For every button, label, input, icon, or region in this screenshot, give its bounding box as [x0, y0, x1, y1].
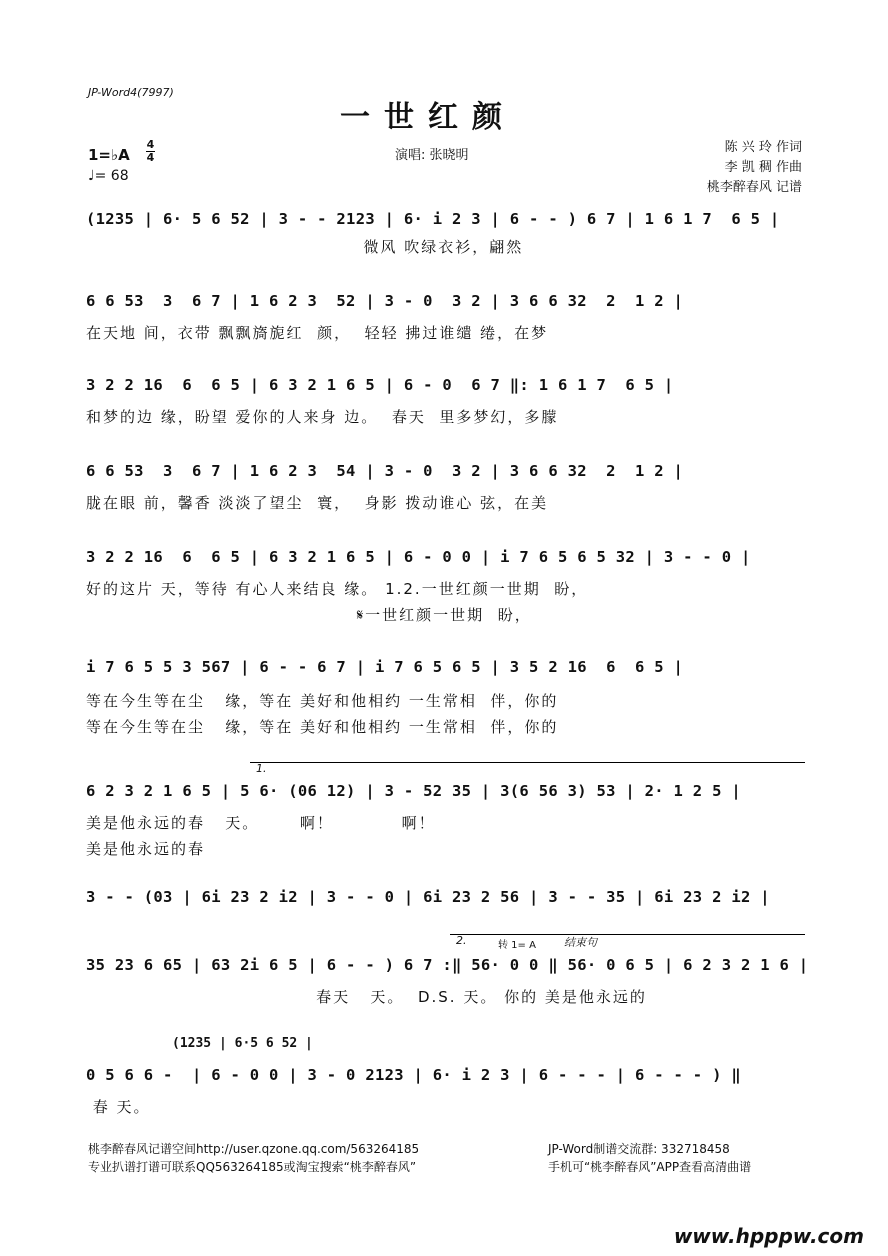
footer-right-1: JP-Word制谱交流群: 332718458	[548, 1142, 730, 1156]
lyric-row-9: 春天 天。 D.S. 天。 你的 美是他永远的	[86, 988, 647, 1006]
notation-row-10: 0 5 6 6 - | 6 - 0 0 | 3 - 0 2123 | 6· i 2 3 | 6 - - - | 6 - - - ) ‖	[86, 1066, 741, 1084]
time-denominator: 4	[146, 151, 155, 164]
notation-row-6: i 7 6 5 5 3 567 | 6 - - 6 7 | i 7 6 5 6 5 | 3 5 2 16 6 6 5 |	[86, 658, 684, 676]
lyric-row-5b: 𝄋一世红颜一世期 盼，	[86, 606, 532, 624]
notation-row-9: 35 23 6 65 | 63 2i 6 5 | 6 - - ) 6 7 :‖ 56· 0 0 ‖ 56· 0 6 5 | 6 2 3 2 1 6 |	[86, 956, 809, 974]
lyric-row-10: 春 天。	[86, 1098, 151, 1116]
watermark: www.hpppw.com	[673, 1224, 864, 1248]
notation-row-8: 3 - - (03 | 6i 23 2 i2 | 3 - - 0 | 6i 23 2 56 | 3 - - 35 | 6i 23 2 i2 |	[86, 888, 770, 906]
key-signature: 1=♭A	[88, 146, 130, 164]
transcriber-credit: 桃李醉春风 记谱	[706, 180, 802, 195]
volta-1-label: 1.	[256, 762, 267, 775]
notation-row-3: 3 2 2 16 6 6 5 | 6 3 2 1 6 5 | 6 - 0 6 7 ‖: 1 6 1 7 6 5 |	[86, 376, 674, 394]
coda-label: 结束句	[564, 936, 597, 949]
pickup-notation: (1235 | 6·5 6 52 |	[172, 1036, 313, 1051]
notation-row-4: 6 6 53 3 6 7 | 1 6 2 3 54 | 3 - 0 3 2 | 3 6 6 32 2 1 2 |	[86, 462, 684, 480]
time-signature	[146, 140, 155, 163]
lyricist-credit: 陈 兴 玲 作词	[724, 140, 802, 155]
lyric-row-3: 和梦的边 缘，盼望 爱你的人来身 边。 春天 里多梦幻，多朦	[86, 408, 559, 426]
singer-credit: 演唱: 张晓明	[395, 148, 469, 163]
composer-credit: 李 凯 稠 作曲	[724, 160, 802, 175]
notation-row-7: 6 2 3 2 1 6 5 | 5 6· (06 12) | 3 - 52 35 | 3(6 56 3) 53 | 2· 1 2 5 |	[86, 782, 741, 800]
lyric-row-5a: 好的这片 天，等待 有心人来结良 缘。 1.2.一世红颜一世期 盼，	[86, 580, 589, 598]
volta-bracket-1	[250, 762, 805, 763]
lyric-row-7b: 美是他永远的春	[86, 840, 206, 858]
software-label: JP-Word4(7997)	[88, 86, 174, 99]
notation-row-2: 6 6 53 3 6 7 | 1 6 2 3 52 | 3 - 0 3 2 | 3 6 6 32 2 1 2 |	[86, 292, 684, 310]
footer-right-2: 手机可“桃李醉春风”APP查看高清曲谱	[548, 1160, 752, 1174]
song-title: 一世红颜	[340, 100, 516, 135]
volta-2-label: 2.	[456, 934, 467, 947]
lyric-row-1: 微风 吹绿衣衫，翩然	[86, 238, 524, 256]
modulation-mark: 转 1= A	[498, 940, 536, 951]
lyric-row-6a: 等在今生等在尘 缘，等在 美好和他相约 一生常相 伴，你的	[86, 692, 559, 710]
volta-bracket-2	[450, 934, 805, 935]
lyric-row-6b: 等在今生等在尘 缘，等在 美好和他相约 一生常相 伴，你的	[86, 718, 559, 736]
lyric-row-2: 在天地 间，衣带 飘飘旖旎红 颜， 轻轻 拂过谁缱 绻，在梦	[86, 324, 549, 342]
time-numerator: 4	[146, 138, 155, 151]
tempo-mark: ♩= 68	[88, 168, 129, 184]
notation-row-5: 3 2 2 16 6 6 5 | 6 3 2 1 6 5 | 6 - 0 0 | i 7 6 5 6 5 32 | 3 - - 0 |	[86, 548, 751, 566]
footer-left-1: 桃李醉春风记谱空间http://user.qzone.qq.com/563264185	[88, 1142, 420, 1156]
lyric-row-7a: 美是他永远的春 天。 啊！ 啊！	[86, 814, 436, 832]
footer-left-2: 专业扒谱打谱可联系QQ563264185或淘宝搜索“桃李醉春风”	[88, 1160, 417, 1174]
lyric-row-4: 胧在眼 前，馨香 淡淡了望尘 寰， 身影 拨动谁心 弦，在美	[86, 494, 549, 512]
notation-row-1: (1235 | 6· 5 6 52 | 3 - - 2123 | 6· i 2 3 | 6 - - ) 6 7 | 1 6 1 7 6 5 |	[86, 210, 780, 228]
